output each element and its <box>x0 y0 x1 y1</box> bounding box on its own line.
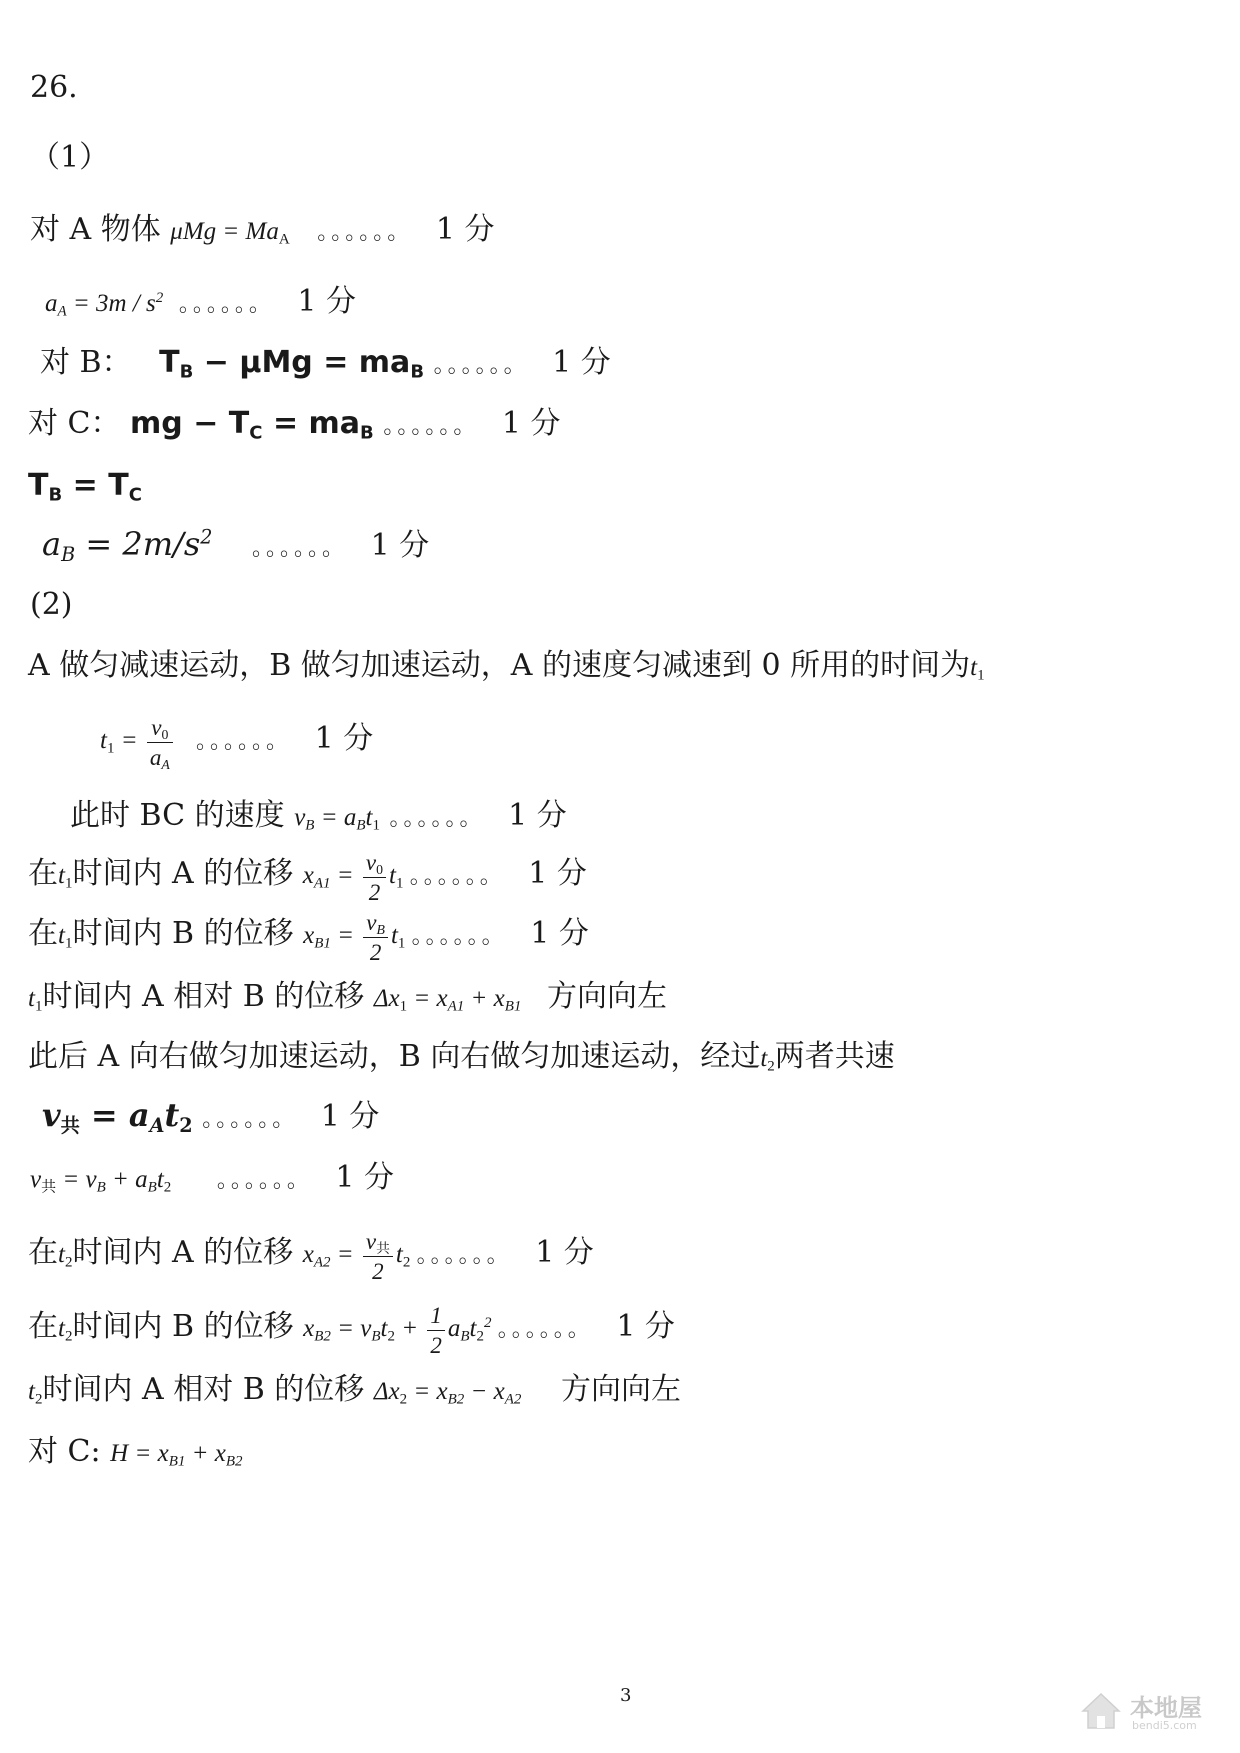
equation-xa1: 在$t_1$时间内 A 的位移 $x_{A1}$ = $\frac{v_0}{2}$ $t_1$ 。。。。。。 1 分 <box>28 849 587 905</box>
question-number: 26. <box>30 70 78 105</box>
formula: $H = x_{B1} + x_{B2}$ <box>110 1440 243 1470</box>
formula: $v_共 = v_B + a_Bt_2$ <box>30 1166 172 1196</box>
equation-xb2: 在$t_2$时间内 B 的位移 $x_{B2} = v_Bt_2$ + $\frac{1}{2}$ $a_Bt_2^2$ 。。。。。。 1 分 <box>28 1302 675 1358</box>
formula: $x_{A1}$ = $\frac{v_0}{2}$ $t_1$ <box>302 849 404 905</box>
intro-text: A 做匀减速运动，B 做匀加速运动，A 的速度匀减速到 0 所用的时间为$t_1$ <box>28 648 985 684</box>
formula: $v_B = a_Bt_1$ <box>294 804 380 834</box>
equation-a-accel: $a_A = 3m / s^2$ 。。。。。。 1 分 <box>45 284 357 320</box>
formula: $x_{A2}$ = $\frac{v_共}{2}$ $t_2$ <box>302 1228 411 1284</box>
page-number: 3 <box>620 1685 632 1706</box>
formula: mg − $T_C = ma_B$ <box>130 406 374 444</box>
equation-vb: 此时 BC 的速度 $v_B = a_Bt_1$ 。。。。。。 1 分 <box>70 798 567 834</box>
part-2-label: (2) <box>30 587 73 622</box>
equation-b-accel: $a_B = 2m/s^2$ 。。。。。。 1 分 <box>42 525 430 566</box>
equation-dx1: $t_1$时间内 A 相对 B 的位移 $\Delta x_1 = x_{A1} + x_{B1}$ 方向向左 <box>28 979 667 1015</box>
house-icon <box>1080 1690 1122 1732</box>
formula: $T_B - \mu Mg = ma_B$ <box>159 345 425 383</box>
equation-t1: $t_1$ = $\frac{v_0}{a_A}$ 。。。。。。 1 分 <box>100 714 374 772</box>
equation-dx2: $t_2$时间内 A 相对 B 的位移 $\Delta x_2 = x_{B2} - x_{A2}$ 方向向左 <box>28 1372 681 1408</box>
equation-a-force: 对 A 物体 $\mu Mg = Ma_A$ 。。。。。。 1 分 <box>30 212 495 248</box>
formula: $\Delta x_1 = x_{A1} + x_{B1}$ <box>373 985 522 1015</box>
equation-tension <box>28 466 142 506</box>
formula: $t_1$ = $\frac{v_0}{a_A}$ <box>100 727 182 754</box>
equation-vgong-2: $v_共 = v_B + a_Bt_2$ 。。。。。。 1 分 <box>30 1160 394 1196</box>
formula: $\Delta x_2 = x_{B2} - x_{A2}$ <box>373 1378 522 1408</box>
equation-b-force: 对 B： $T_B - \mu Mg = ma_B$ 。。。。。。 1 分 <box>40 345 611 383</box>
equation-xb1: 在$t_1$时间内 B 的位移 $x_{B1}$ = $\frac{v_B}{2}$ $t_1$ 。。。。。。 1 分 <box>28 909 589 965</box>
equation-h: 对 C: $H = x_{B1} + x_{B2}$ <box>28 1434 243 1470</box>
equation-c-force: 对 C： mg − $T_C = ma_B$ 。。。。。。 1 分 <box>28 406 561 444</box>
formula: $T_B = T_C$ <box>28 468 142 506</box>
equation-xa2: 在$t_2$时间内 A 的位移 $x_{A2}$ = $\frac{v_共}{2}$ $t_2$ 。。。。。。 1 分 <box>28 1228 594 1284</box>
equation-vgong-1: $v_共 = a_At_2$ 。。。。。。 1 分 <box>42 1096 380 1137</box>
part-1-label: （1） <box>30 140 110 175</box>
formula: $v_共 = a_At_2$ <box>42 1096 193 1137</box>
formula: $x_{B1}$ = $\frac{v_B}{2}$ $t_1$ <box>303 909 406 965</box>
formula: $\mu Mg = Ma_A$ <box>170 218 290 248</box>
formula: $a_A = 3m / s^2$ <box>45 290 164 320</box>
formula: $x_{B2} = v_Bt_2$ + $\frac{1}{2}$ $a_Bt_2^2$ <box>303 1302 492 1358</box>
after-text: 此后 A 向右做匀加速运动，B 向右做匀加速运动，经过$t_2$两者共速 <box>28 1039 895 1075</box>
watermark-logo: 本地屋 bendi5.com <box>1080 1688 1230 1736</box>
formula: $a_B = 2m/s^2$ <box>42 525 213 566</box>
